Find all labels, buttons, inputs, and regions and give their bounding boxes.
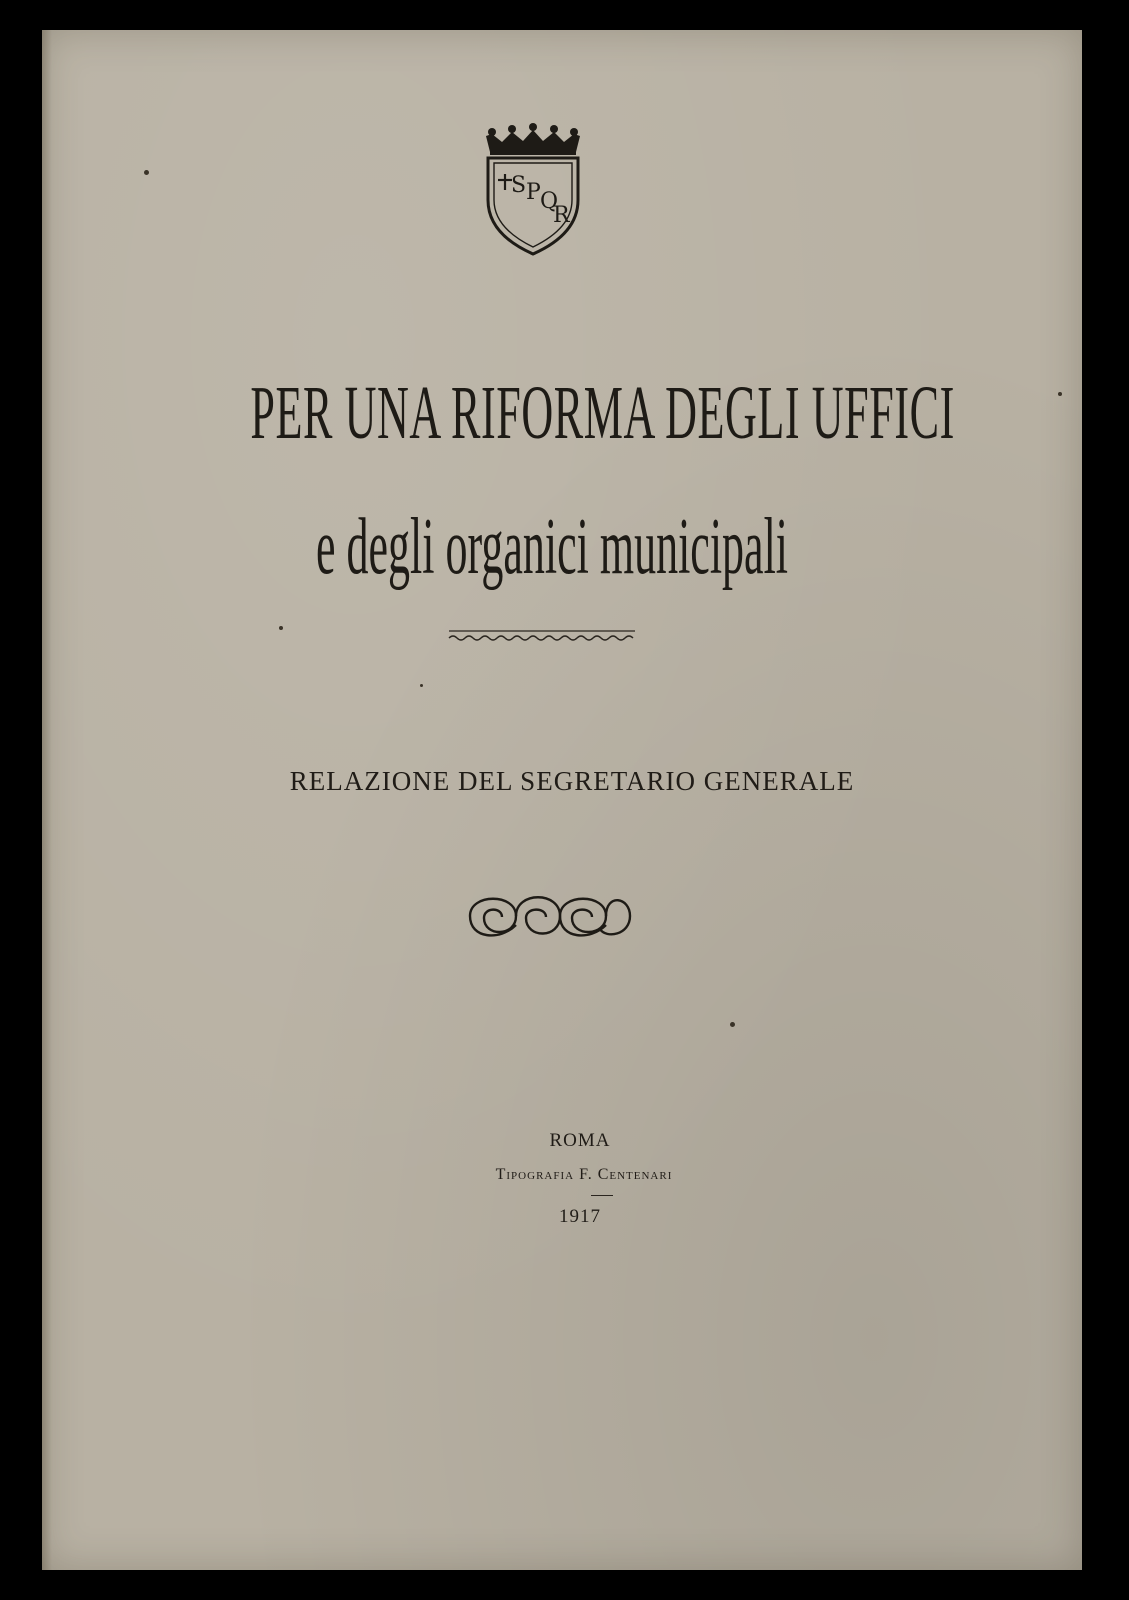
paper-speck — [1058, 392, 1062, 396]
svg-text:P: P — [526, 180, 541, 205]
svg-text:Q: Q — [540, 189, 559, 214]
scroll-ornament-icon — [460, 885, 636, 947]
imprint-dash — [591, 1195, 613, 1196]
imprint-printer: Tipografia F. Centenari — [495, 1166, 673, 1183]
imprint-year: 1917 — [559, 1206, 601, 1227]
svg-text:R: R — [553, 203, 570, 228]
title-line-2: e degli organici municipali — [315, 503, 789, 591]
paper-speck — [420, 684, 423, 687]
paper-speck — [144, 170, 149, 175]
paper-speck — [730, 1022, 735, 1027]
cover-left-edge — [42, 30, 52, 1570]
imprint-city: ROMA — [549, 1130, 611, 1151]
book-cover-page — [42, 30, 1082, 1570]
spqr-crowned-shield-icon — [478, 122, 588, 258]
title-line-1: PER UNA RIFORMA DEGLI UFFICI — [250, 371, 955, 455]
subtitle: RELAZIONE DEL SEGRETARIO GENERALE — [289, 766, 855, 796]
svg-text:S: S — [511, 173, 527, 198]
wavy-rule-divider — [447, 627, 637, 645]
paper-speck — [279, 626, 283, 630]
